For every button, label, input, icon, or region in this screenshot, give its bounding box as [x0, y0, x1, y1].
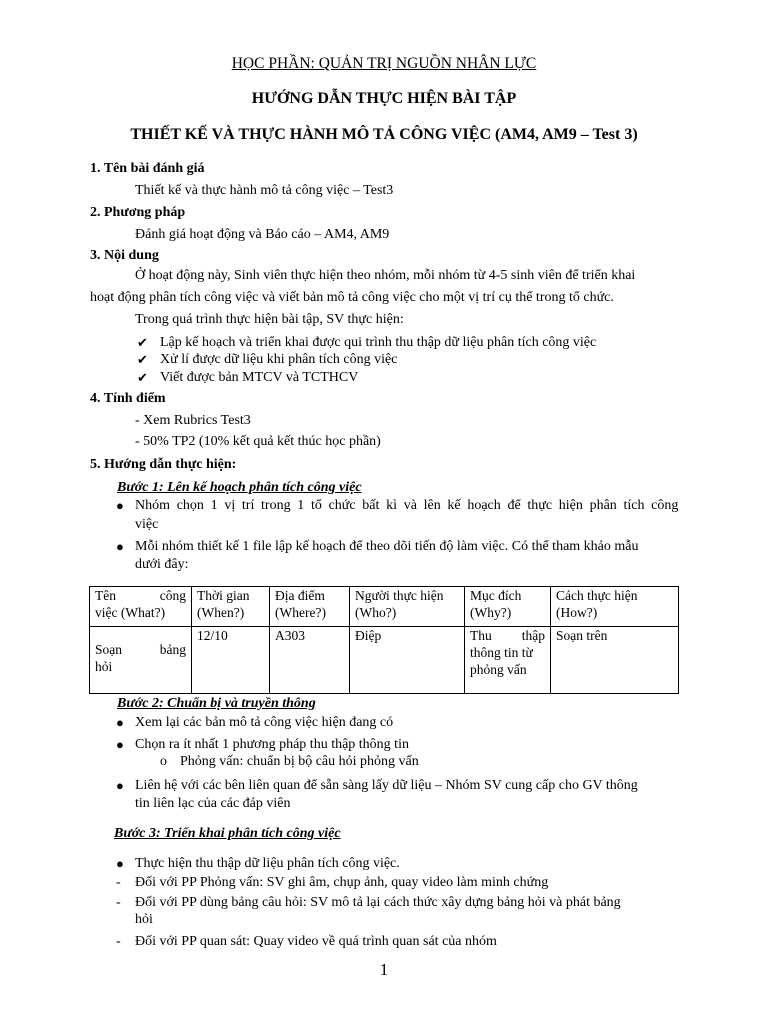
bullet-icon: ● [116, 539, 124, 554]
section-1-heading: 1. Tên bài đánh giá [90, 161, 205, 176]
step-1-bullet-1-line1 [135, 498, 678, 514]
step-3-bullet-1: Thực hiện thu thập dữ liệu phân tích công việc. [135, 856, 400, 871]
section-4-line: - 50% TP2 (10% kết quả kết thúc học phần) [135, 434, 381, 449]
step-2-sub-bullet: Phỏng vấn: chuẩn bị bộ câu hỏi phỏng vấn [180, 754, 419, 769]
step-3-dash-1: Đối với PP Phỏng vấn: SV ghi âm, chụp ảnh, quay video làm minh chứng [135, 875, 549, 890]
table-header-row [90, 587, 679, 627]
checkmark-icon: ✔ [137, 352, 148, 367]
step-3-dash-3: Đối với PP quan sát: Quay video về quá trình quan sát của nhóm [135, 934, 497, 949]
step-2-bullet-1: Xem lại các bản mô tả công việc hiện đang có [135, 715, 394, 730]
step-3-title: Bước 3: Triển khai phân tích công việc [114, 826, 341, 841]
check-item: Lập kế hoạch và triển khai được qui trình thu thập dữ liệu phân tích công việc [160, 335, 597, 350]
step-3-dash-2-line1: Đối với PP dùng bảng câu hỏi: SV mô tả lại cách thức xây dựng bảng hỏi và phát bảng [135, 895, 621, 910]
course-title: HỌC PHẦN: QUẢN TRỊ NGUỒN NHÂN LỰC [231, 55, 537, 72]
section-3-para2: Trong quá trình thực hiện bài tập, SV thực hiện: [135, 312, 404, 327]
checkmark-icon: ✔ [137, 335, 148, 350]
step-2-bullet-3-line1: Liên hệ với các bên liên quan để sẵn sàng lấy dữ liệu – Nhóm SV cung cấp cho GV thông [135, 778, 638, 793]
assignment-title: THIẾT KẾ VÀ THỰC HÀNH MÔ TẢ CÔNG VIỆC (AM4, AM9 – Test 3) [130, 126, 638, 143]
cell-task: Soạn bảng hỏi [90, 627, 192, 694]
section-1-text: Thiết kế và thực hành mô tả công việc – Test3 [135, 183, 394, 198]
header-cell-when: Thời gian (When?) [192, 587, 270, 627]
section-3-heading: 3. Nội dung [90, 248, 159, 263]
step-1-bullet-1-text: Nhóm chọn 1 vị trí trong 1 tổ chức bất kì và lên kế hoạch để thực hiện phân tích công [135, 498, 679, 513]
header-cell-how: Cách thực hiện (How?) [551, 587, 679, 627]
section-2-heading: 2. Phương pháp [90, 205, 186, 220]
table-row [90, 627, 679, 694]
section-4-heading: 4. Tính điểm [90, 391, 166, 406]
cell-place: A303 [270, 627, 350, 694]
bullet-icon: ● [116, 778, 124, 793]
dash-bullet: - [116, 934, 121, 949]
checkmark-icon: ✔ [137, 370, 148, 385]
header-cell-who: Người thực hiện (Who?) [350, 587, 465, 627]
step-2-title: Bước 2: Chuẩn bị và truyền thông [117, 696, 316, 711]
header-cell-where: Địa điểm (Where?) [270, 587, 350, 627]
page-number: 1 [379, 960, 389, 979]
step-1-bullet-2-line2: dưới đây: [135, 557, 189, 572]
section-2-text: Đánh giá hoạt động và Báo cáo – AM4, AM9 [135, 227, 390, 242]
section-3-para1-line2: hoạt động phân tích công việc và viết bản mô tả công việc cho một vị trí cụ thể trong tổ chức. [90, 290, 614, 305]
check-item: Viết được bản MTCV và TCTHCV [160, 370, 359, 385]
step-1-title: Bước 1: Lên kế hoạch phân tích công việc [117, 480, 362, 495]
bullet-icon: ● [116, 498, 124, 513]
cell-who: Điệp [350, 627, 465, 694]
cell-how: Soạn trên [551, 627, 679, 694]
step-2-bullet-2: Chọn ra ít nhất 1 phương pháp thu thập thông tin [135, 737, 409, 752]
header-cell-why: Mục đích (Why?) [465, 587, 551, 627]
cell-why: Thu thập thông tin từ phỏng vấn [465, 627, 551, 694]
section-5-heading: 5. Hướng dẫn thực hiện: [90, 457, 237, 472]
circle-bullet-icon: o [160, 754, 167, 769]
dash-bullet: - [116, 895, 121, 910]
plan-table [89, 586, 679, 694]
cell-time: 12/10 [192, 627, 270, 694]
header-cell-what: Tên công việc (What?) [90, 587, 192, 627]
section-4-line: - Xem Rubrics Test3 [135, 413, 251, 428]
step-1-bullet-1-line2: việc [135, 517, 159, 532]
bullet-icon: ● [116, 737, 124, 752]
section-3-para1-line1: Ở hoạt động này, Sinh viên thực hiện theo nhóm, mỗi nhóm từ 4-5 sinh viên để triển khai [135, 268, 636, 283]
step-1-bullet-2-line1: Mỗi nhóm thiết kế 1 file lập kế hoạch để theo dõi tiến độ làm việc. Có thể tham khảo mẫu [135, 539, 639, 554]
bullet-icon: ● [116, 715, 124, 730]
step-3-dash-2-line2: hỏi [135, 912, 153, 927]
bullet-icon: ● [116, 856, 124, 871]
step-2-bullet-3-line2: tin liên lạc của các đáp viên [135, 796, 291, 811]
check-item: Xử lí được dữ liệu khi phân tích công việc [160, 352, 398, 367]
dash-bullet: - [116, 875, 121, 890]
guide-title: HƯỚNG DẪN THỰC HIỆN BÀI TẬP [251, 90, 517, 107]
